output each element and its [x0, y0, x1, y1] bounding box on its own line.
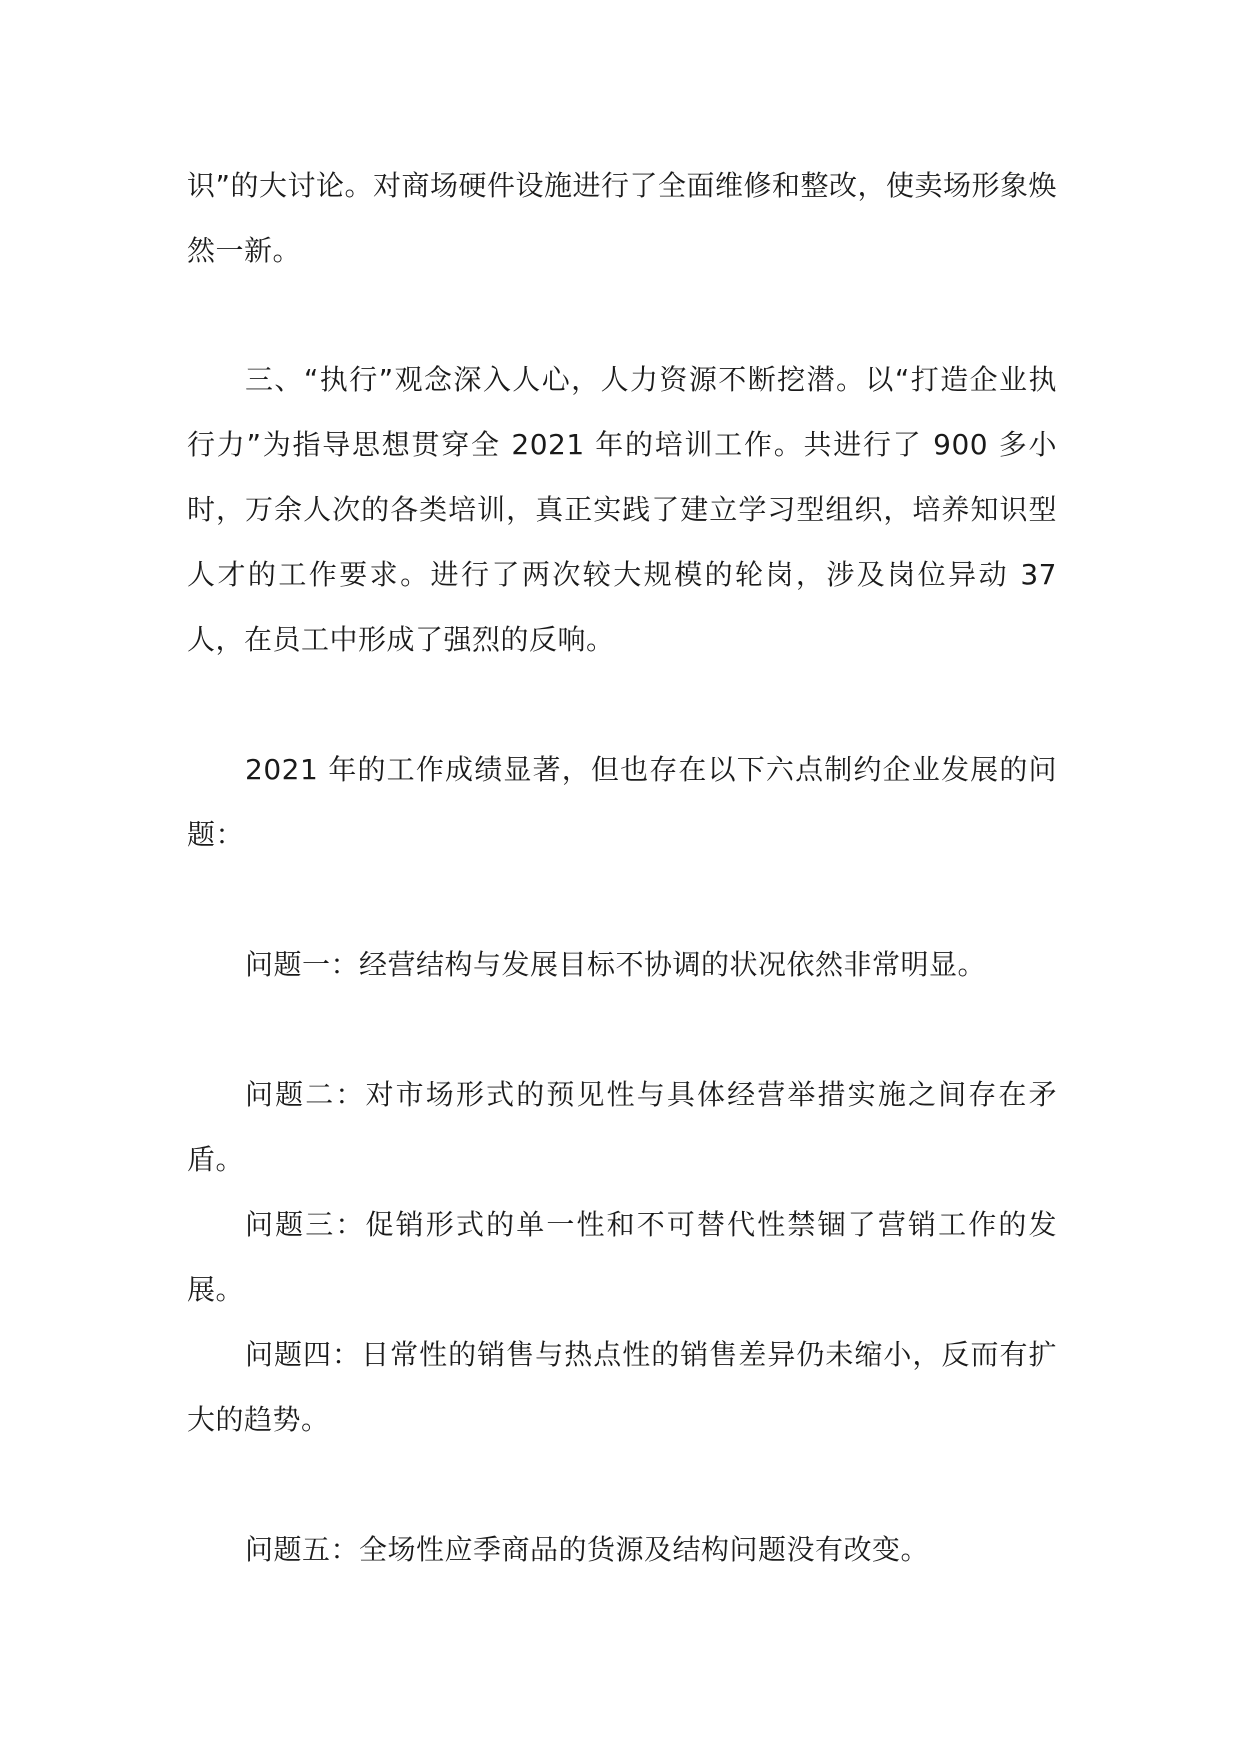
paragraph-problem-5: 问题五：全场性应季商品的货源及结构问题没有改变。	[245, 1533, 930, 1566]
paragraph-continuation: 识”的大讨论。对商场硬件设施进行了全面维修和整改，使卖场形象焕然一新。	[187, 169, 1058, 267]
paragraph-problem-2: 问题二：对市场形式的预见性与具体经营举措实施之间存在矛盾。	[187, 1078, 1057, 1176]
paragraph-execution-concept: 三、“执行”观念深入人心，人力资源不断挖潜。以“打造企业执行力”为指导思想贯穿全 2021 年的培训工作。共进行了 900 多小时，万余人次的各类培训，真正实践了建立学习型组织，培养知识型人才的工作要求。进行了两次较大规模的轮岗，涉及岗位异动 37 人，在员工中形成了强烈的反响。	[187, 363, 1057, 656]
paragraph-problem-4: 问题四：日常性的销售与热点性的销售差异仍未缩小，反而有扩大的趋势。	[187, 1338, 1057, 1436]
paragraph-problems-intro: 2021 年的工作成绩显著，但也存在以下六点制约企业发展的问题：	[187, 753, 1057, 851]
paragraph-problem-1: 问题一：经营结构与发展目标不协调的状况依然非常明显。	[245, 948, 987, 981]
paragraph-problem-3: 问题三：促销形式的单一性和不可替代性禁锢了营销工作的发展。	[187, 1208, 1057, 1306]
